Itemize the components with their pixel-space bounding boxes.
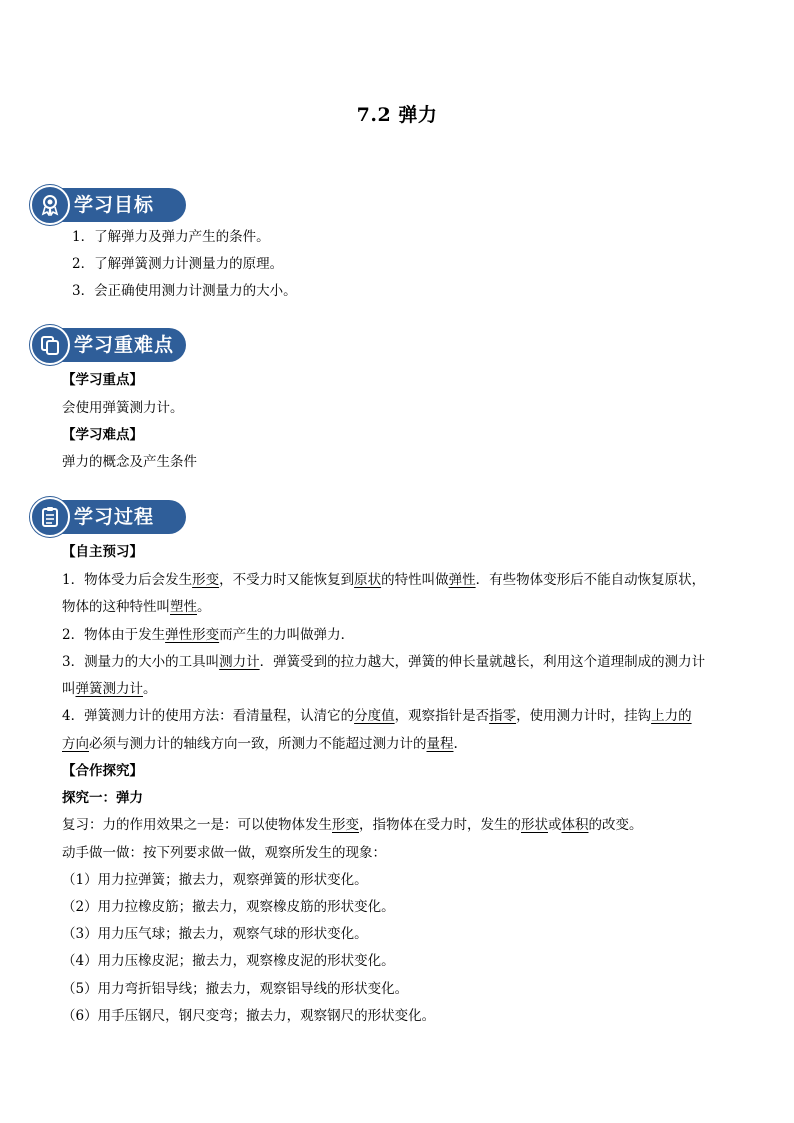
explore-heading: 探究一：弹力 <box>62 790 143 806</box>
preview-paragraph-1: 1．物体受力后会发生形变，不受力时又能恢复到原状的特性叫做弹性．有些物体变形后不能自动恢复原状， <box>62 572 706 588</box>
section-banner-goals <box>30 185 186 225</box>
step-item: （4）用力压橡皮泥；撤去力，观察橡皮泥的形状变化。 <box>62 953 395 969</box>
step-item: （6）用手压钢尺，钢尺变弯；撤去力，观察钢尺的形状变化。 <box>62 1008 436 1024</box>
page-title: 7.2 弹力 <box>356 104 438 126</box>
award-medal-icon <box>30 185 70 225</box>
section-banner-key <box>30 325 186 365</box>
key-label: 【学习重点】 <box>62 372 143 388</box>
section-banner-process <box>30 497 186 537</box>
preview-paragraph-1-cont: 物体的这种特性叫塑性。 <box>62 599 211 615</box>
step-item: （1）用力拉弹簧；撤去力，观察弹簧的形状变化。 <box>62 872 368 888</box>
section-heading: 学习目标 <box>74 194 155 216</box>
difficulty-text: 弹力的概念及产生条件 <box>62 454 197 470</box>
preview-paragraph-3-cont: 叫弹簧测力计。 <box>62 681 157 697</box>
coop-label: 【合作探究】 <box>62 763 143 779</box>
goal-item: 1．了解弹力及弹力产生的条件。 <box>72 229 270 245</box>
goal-item: 3．会正确使用测力计测量力的大小。 <box>72 283 297 299</box>
key-text: 会使用弹簧测力计。 <box>62 400 184 416</box>
preview-paragraph-4: 4．弹簧测力计的使用方法：看清量程，认清它的分度值，观察指针是否指零，使用测力计时，挂钩上力的 <box>62 708 692 724</box>
section-heading: 学习过程 <box>74 506 155 528</box>
clipboard-checklist-icon <box>30 497 70 537</box>
difficulty-label: 【学习难点】 <box>62 427 143 443</box>
review-paragraph: 复习：力的作用效果之一是：可以使物体发生形变，指物体在受力时，发生的形状或体积的改变。 <box>62 817 643 833</box>
step-item: （3）用力压气球；撤去力，观察气球的形状变化。 <box>62 926 368 942</box>
preview-paragraph-4-cont: 方向必须与测力计的轴线方向一致，所测力不能超过测力计的量程. <box>62 736 458 752</box>
copy-pages-icon <box>30 325 70 365</box>
section-heading: 学习重难点 <box>74 334 175 356</box>
action-instruction: 动手做一做：按下列要求做一做，观察所发生的现象： <box>62 845 386 861</box>
step-item: （2）用力拉橡皮筋；撤去力，观察橡皮筋的形状变化。 <box>62 899 395 915</box>
preview-paragraph-2: 2．物体由于发生弹性形变而产生的力叫做弹力． <box>62 627 355 643</box>
goal-item: 2．了解弹簧测力计测量力的原理。 <box>72 256 284 272</box>
preview-label: 【自主预习】 <box>62 544 143 560</box>
preview-paragraph-3: 3．测量力的大小的工具叫测力计．弹簧受到的拉力越大，弹簧的伸长量就越长，利用这个道理制成的测力计 <box>62 654 706 670</box>
step-item: （5）用力弯折铝导线；撤去力，观察铝导线的形状变化。 <box>62 981 409 997</box>
